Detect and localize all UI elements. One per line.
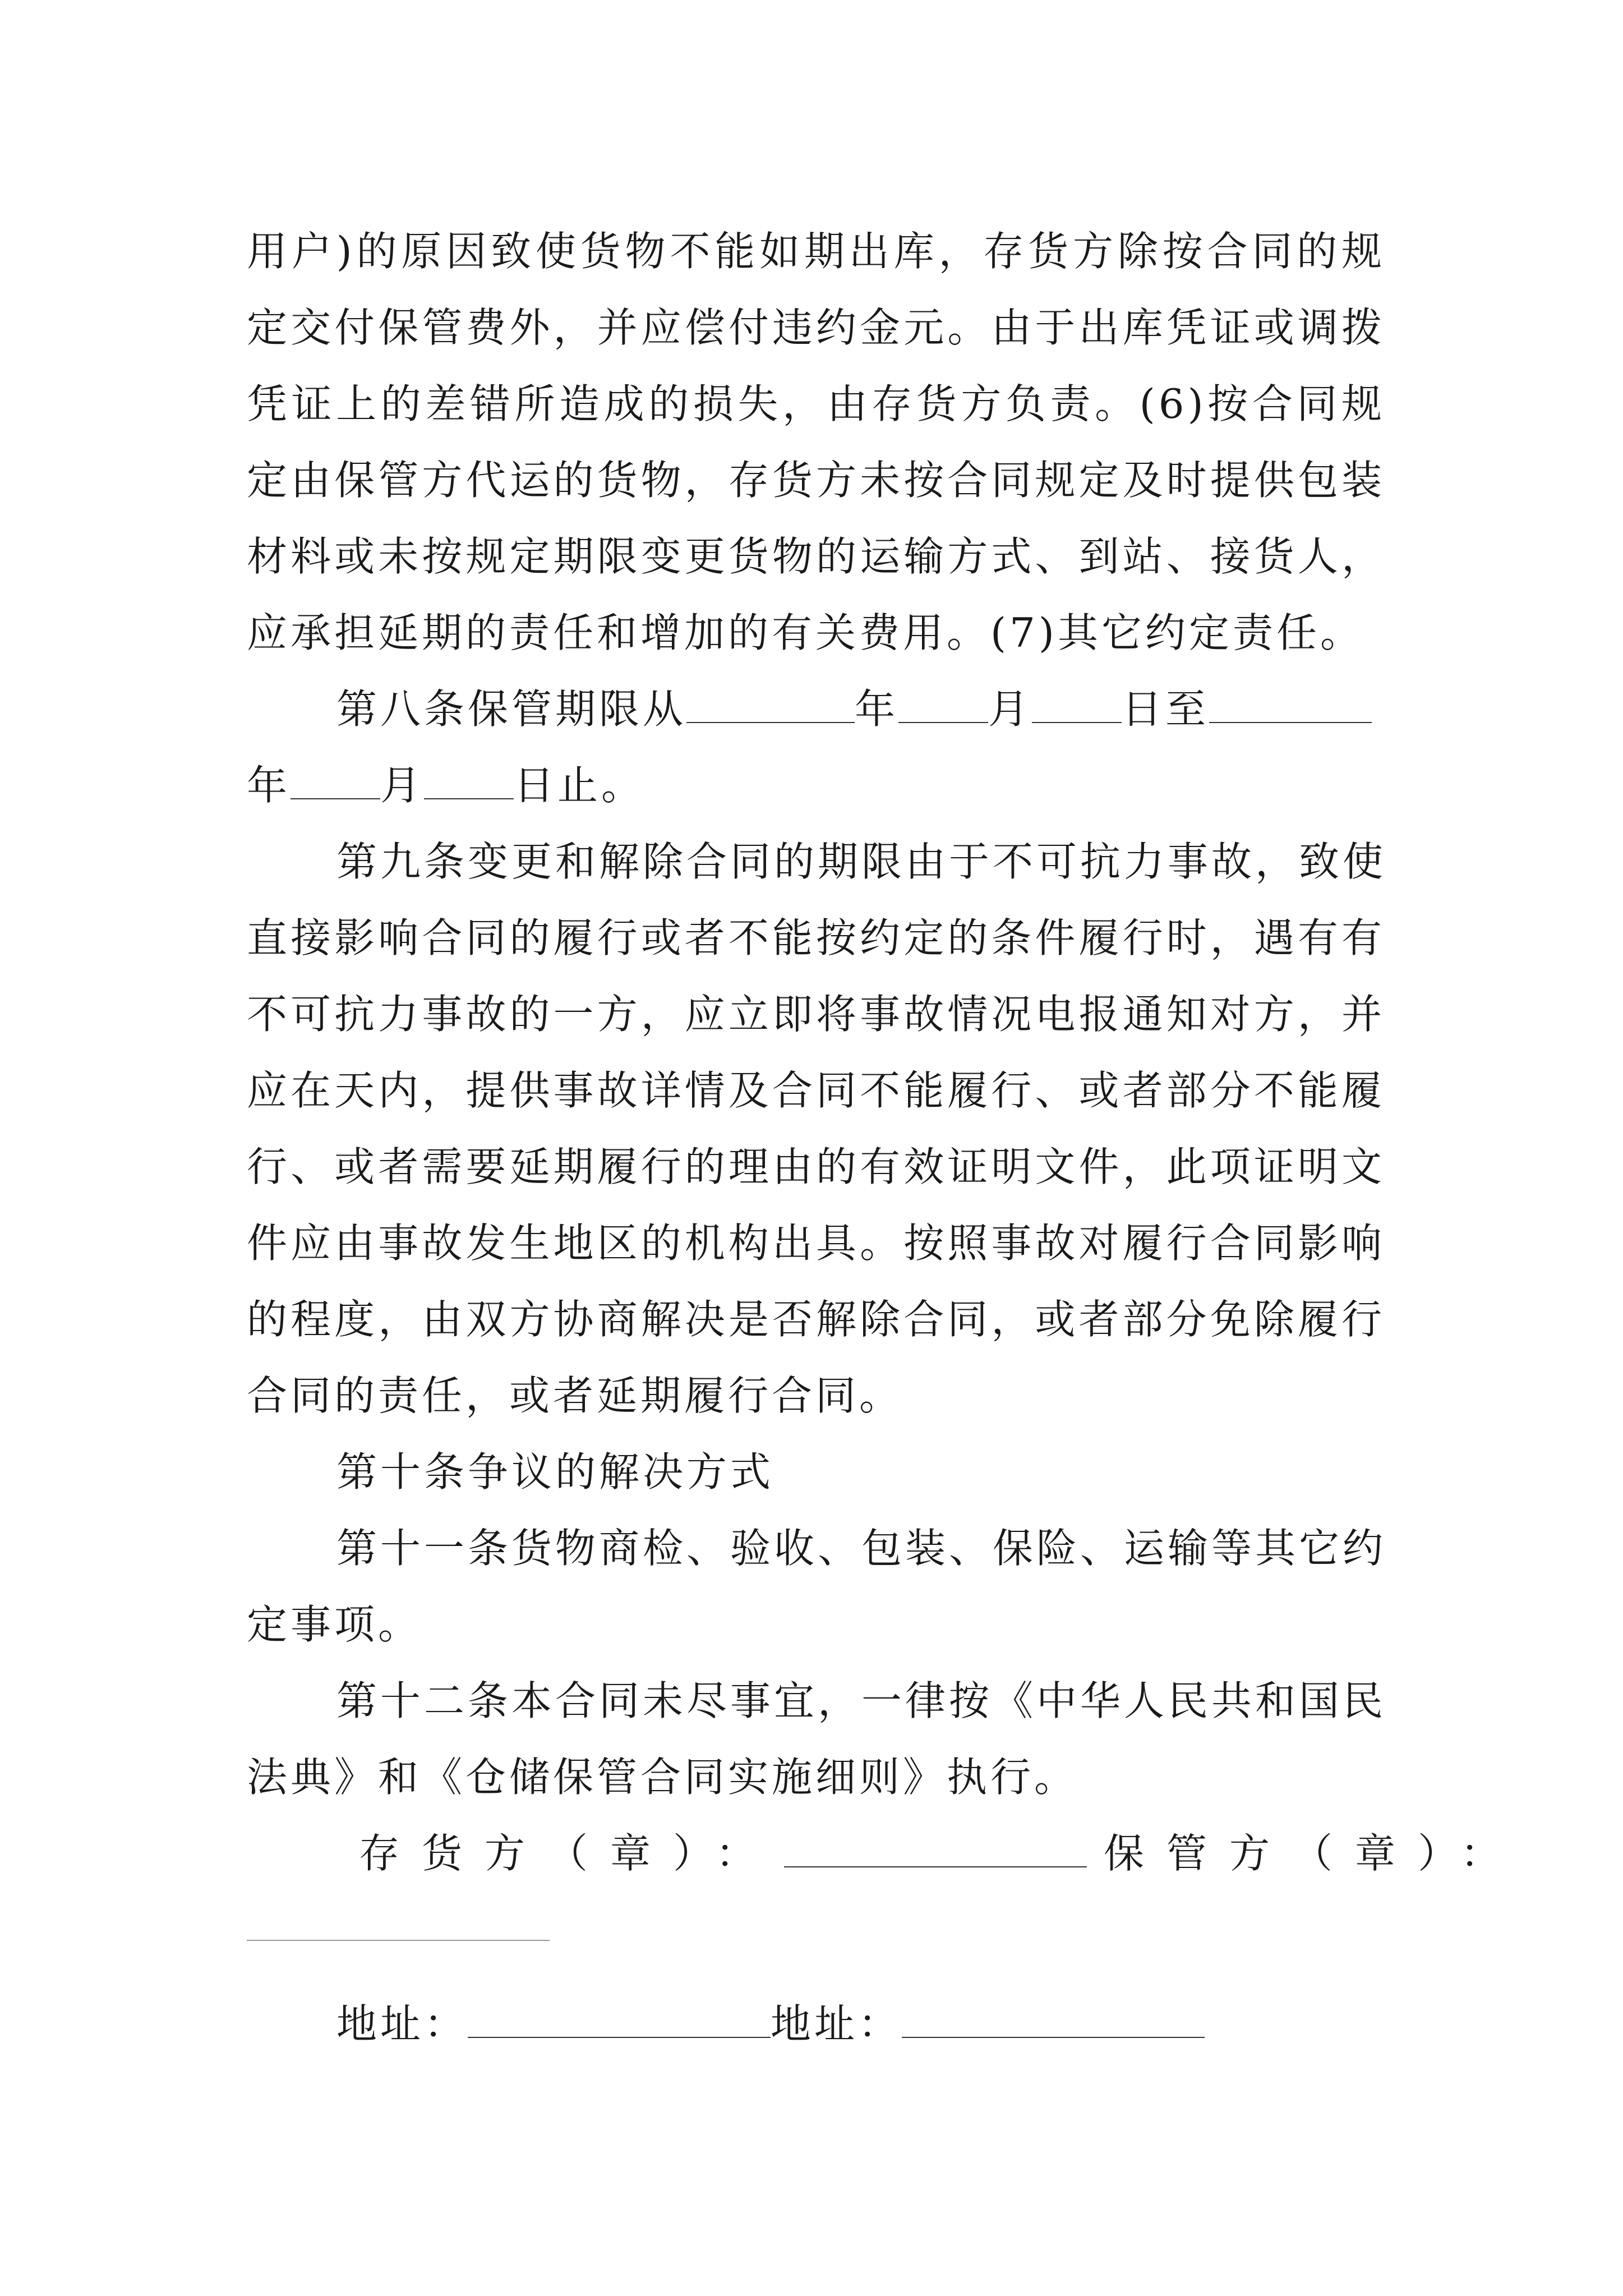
article-9-line: 不可抗力事故的一方，应立即将事故情况电报通知对方，并 bbox=[247, 991, 1385, 1038]
depositor-address-label: 地址： bbox=[336, 2000, 468, 2047]
article-8-line-2 bbox=[247, 747, 645, 823]
end-year-blank bbox=[1209, 688, 1372, 723]
article-9-line: 的程度，由双方协商解决是否解除合同，或者部分免除履行 bbox=[247, 1296, 1385, 1343]
year-label: 年 bbox=[855, 685, 899, 733]
article-9-line: 合同的责任，或者延期履行合同。 bbox=[247, 1372, 903, 1419]
article-9-line: 件应由事故发生地区的机构出具。按照事故对履行合同影响 bbox=[247, 1220, 1385, 1267]
year-blank bbox=[686, 688, 855, 723]
end-day-blank bbox=[424, 765, 514, 799]
day-blank bbox=[1032, 688, 1122, 723]
article-12-line: 第十二条本合同未尽事宜，一律按《中华人民共和国民 bbox=[336, 1677, 1387, 1724]
article-11-line: 定事项。 bbox=[247, 1601, 422, 1648]
depositor-address-blank bbox=[468, 2003, 771, 2038]
article-9-line: 第九条变更和解除合同的期限由于不可抗力事故，致使 bbox=[336, 838, 1387, 885]
keeper-address-label: 地址： bbox=[771, 2000, 902, 2047]
article-9-line: 应在天内，提供事故详情及合同不能履行、或者部分不能履 bbox=[247, 1067, 1385, 1114]
article-8-line-1 bbox=[336, 671, 1372, 747]
year-label: 年 bbox=[247, 762, 291, 809]
day-to-label: 日至 bbox=[1122, 685, 1210, 733]
text-line: 定由保管方代运的货物，存货方未按合同规定及时提供包装 bbox=[247, 457, 1385, 504]
address-line bbox=[336, 1986, 1205, 2062]
article-8-prefix: 第八条保管期限从 bbox=[336, 685, 687, 733]
text-line: 定交付保管费外，并应偿付违约金元。由于出库凭证或调拨 bbox=[247, 304, 1385, 351]
month-label: 月 bbox=[988, 685, 1032, 733]
text-line: 应承担延期的责任和增加的有关费用。(7)其它约定责任。 bbox=[247, 609, 1364, 656]
article-12-line: 法典》和《仓储保管合同实施细则》执行。 bbox=[247, 1754, 1078, 1801]
article-9-line: 行、或者需要延期履行的理由的有效证明文件，此项证明文 bbox=[247, 1143, 1385, 1190]
text-line: 凭证上的差错所造成的损失，由存货方负责。(6)按合同规 bbox=[247, 380, 1385, 427]
end-month-blank bbox=[291, 765, 380, 799]
month-blank bbox=[898, 688, 988, 723]
keeper-seal-blank bbox=[247, 1940, 550, 1941]
article-9-line: 直接影响合同的履行或者不能按约定的条件履行时，遇有有 bbox=[247, 914, 1385, 961]
text-line: 材料或未按规定期限变更货物的运输方式、到站、接货人， bbox=[247, 533, 1385, 580]
day-end-label: 日止。 bbox=[514, 762, 645, 809]
keeper-address-blank bbox=[902, 2003, 1205, 2038]
signature-line bbox=[359, 1815, 1524, 1892]
article-11-line: 第十一条货物商检、验收、包装、保险、运输等其它约 bbox=[336, 1525, 1387, 1572]
depositor-seal-blank bbox=[784, 1833, 1087, 1867]
month-label: 月 bbox=[380, 762, 425, 809]
article-10-line: 第十条争议的解决方式 bbox=[336, 1448, 774, 1496]
depositor-seal-label: 存货方（章）： bbox=[359, 1830, 779, 1877]
keeper-seal-label: 保管方（章）： bbox=[1104, 1830, 1524, 1877]
text-line: 用户)的原因致使货物不能如期出库，存货方除按合同的规 bbox=[247, 228, 1385, 275]
